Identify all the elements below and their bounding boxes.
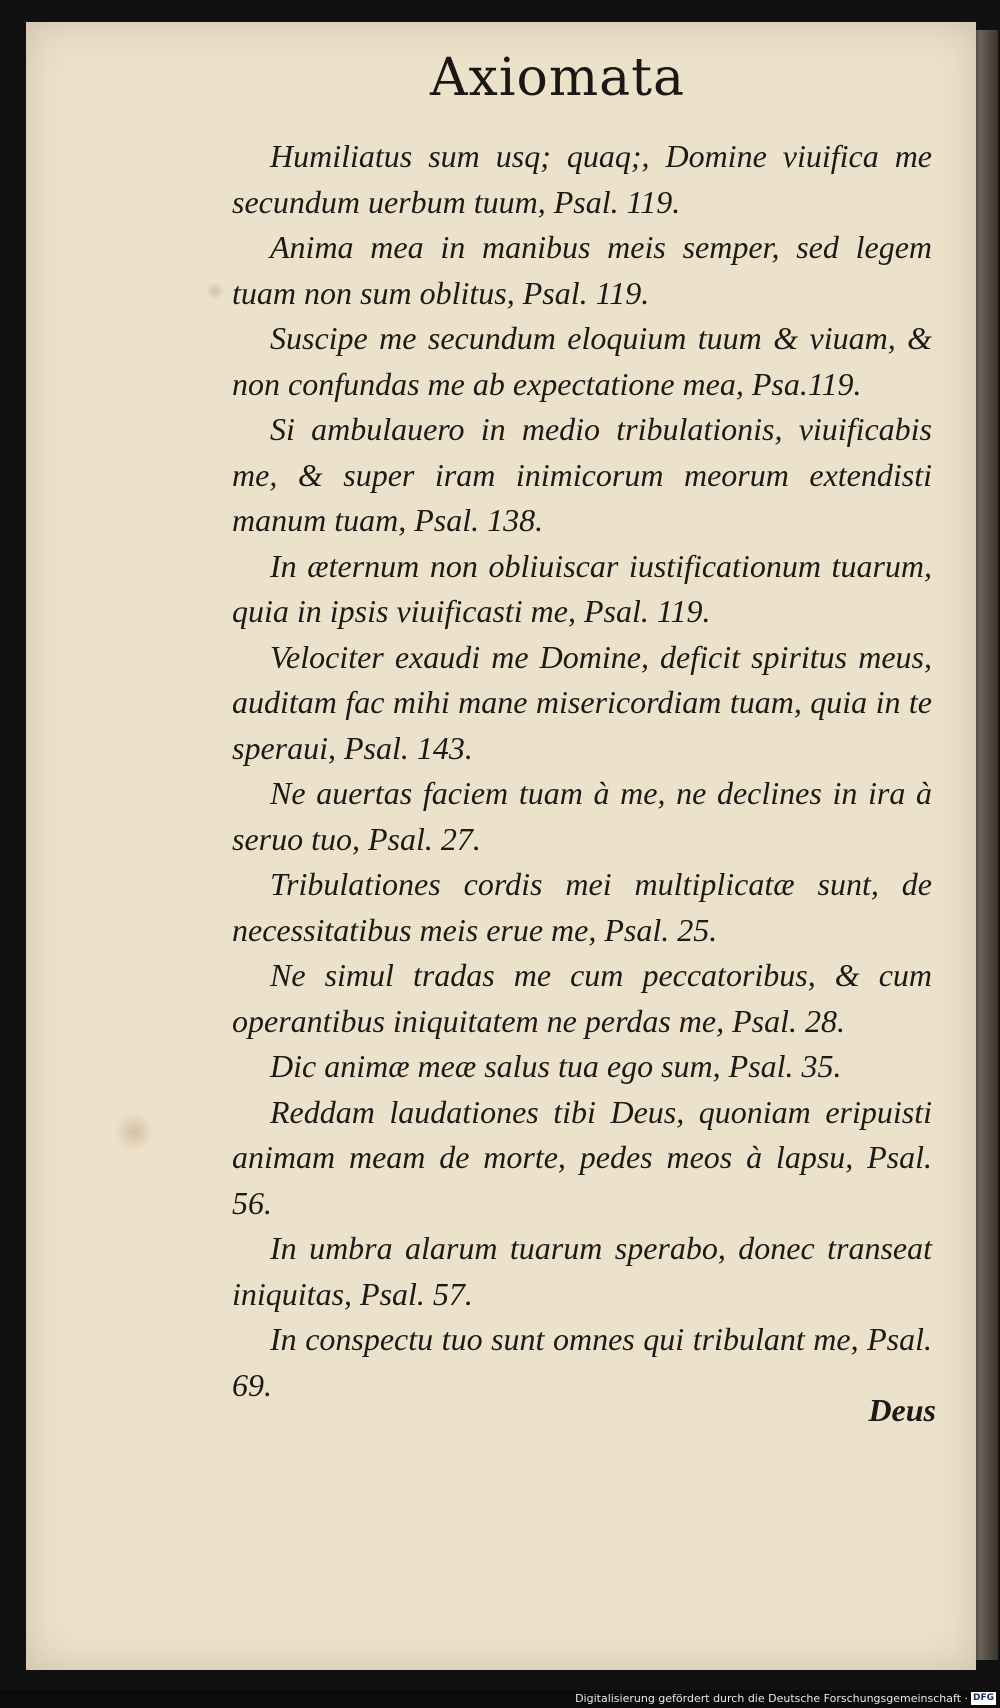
verse: Velociter exaudi me Domine, deficit spiritus meus, auditam fac mihi mane misericordiam tuam, quia in te speraui, Psal. 143. bbox=[232, 638, 932, 766]
catchword: Deus bbox=[868, 1392, 936, 1428]
paper-stain bbox=[206, 282, 224, 300]
dfg-logo: DFG bbox=[972, 1693, 994, 1703]
verse: Dic animæ meæ salus tua ego sum, Psal. 35. bbox=[270, 1048, 842, 1084]
running-head: Axiomata bbox=[430, 48, 686, 108]
verse: In conspectu tuo sunt omnes qui tribulant me, Psal. 69. bbox=[232, 1321, 932, 1403]
verse: In æternum non obliuiscar iustificationum tuarum, quia in ipsis viuificasti me, Psal. 119. bbox=[232, 547, 932, 629]
paper-stain bbox=[114, 1112, 154, 1152]
verse: Suscipe me secundum eloquium tuum & viuam, & non confundas me ab expectatione mea, Psa.119. bbox=[232, 320, 932, 402]
verse: Tribulationes cordis mei multiplicatæ sunt, de necessitatibus meis erue me, Psal. 25. bbox=[232, 866, 932, 948]
verse: Si ambulauero in medio tribulationis, viuificabis me, & super iram inimicorum meorum extendisti manum tuam, Psal. 138. bbox=[232, 411, 932, 538]
verse: In umbra alarum tuarum sperabo, donec transeat iniquitas, Psal. 57. bbox=[232, 1230, 932, 1312]
verse: Ne simul tradas me cum peccatoribus, & cum operantibus iniquitatem ne perdas me, Psal. 28. bbox=[232, 957, 932, 1039]
verse: Humiliatus sum usq; quaq;, Domine viuifica me secundum uerbum tuum, Psal. 119. bbox=[232, 138, 932, 220]
verse: Reddam laudationes tibi Deus, quoniam eripuisti animam meam de morte, pedes meos à lapsu, Psal. 56. bbox=[232, 1093, 932, 1221]
verse-text-block bbox=[232, 134, 932, 1408]
verse: Anima mea in manibus meis semper, sed legem tuam non sum oblitus, Psal. 119. bbox=[232, 229, 932, 311]
verse: Ne auertas faciem tuam à me, ne declines in ira à seruo tuo, Psal. 27. bbox=[232, 775, 932, 857]
digitization-credit: Digitalisierung gefördert durch die Deutsche Forschungsgemeinschaft · bbox=[575, 1692, 968, 1705]
